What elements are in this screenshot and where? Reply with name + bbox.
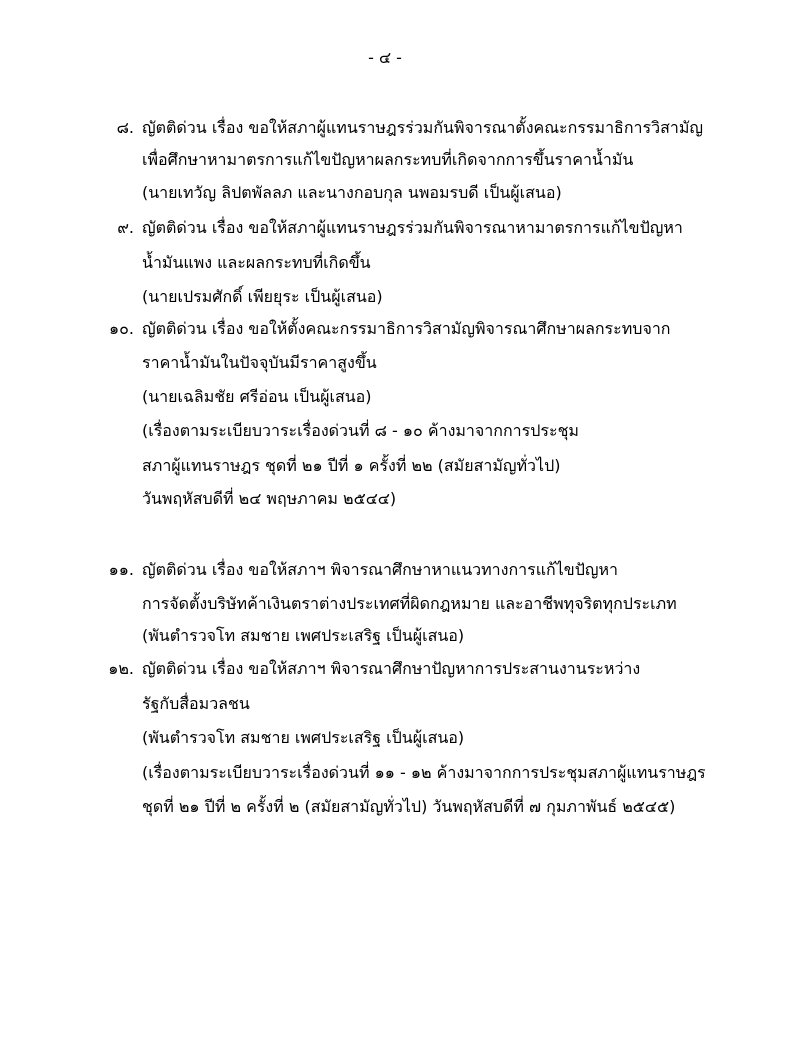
item-note: ชุดที่ ๒๑ ปีที่ ๒ ครั้งที่ ๒ (สมัยสามัญทั่วไป) วันพฤหัสบดีที่ ๗ กุมภาพันธ์ ๒๕๔๕)	[142, 797, 676, 816]
item-number: ๑๐.	[108, 319, 134, 338]
item-line: ญัตติด่วน เรื่อง ขอให้สภาผู้แทนราษฎรร่วมกันพิจารณาตั้งคณะกรรมาธิการวิสามัญ	[142, 118, 703, 137]
item-line: ญัตติด่วน เรื่อง ขอให้ตั้งคณะกรรมาธิการวิสามัญพิจารณาศึกษาผลกระทบจาก	[142, 319, 671, 338]
item-number: ๙.	[117, 218, 134, 237]
page-number: - ๔ -	[368, 48, 402, 67]
item-note: (เรื่องตามระเบียบวาระเรื่องด่วนที่ ๑๑ - ๑๒ ค้างมาจากการประชุมสภาผู้แทนราษฎร	[142, 763, 706, 782]
item-proposer: (พันตำรวจโท สมชาย เพศประเสริฐ เป็นผู้เสนอ)	[142, 728, 465, 747]
item-line: น้ำมันแพง และผลกระทบที่เกิดขึ้น	[142, 253, 371, 272]
item-note: สภาผู้แทนราษฎร ชุดที่ ๒๑ ปีที่ ๑ ครั้งที่ ๒๒ (สมัยสามัญทั่วไป)	[142, 456, 561, 475]
item-line: การจัดตั้งบริษัทค้าเงินตราต่างประเทศที่ผิดกฎหมาย และอาชีพทุจริตทุกประเภท	[142, 594, 677, 613]
item-proposer: (นายเทวัญ ลิปตพัลลภ และนางกอบกุล นพอมรบดี เป็นผู้เสนอ)	[142, 183, 562, 202]
item-proposer: (นายเฉลิมชัย ศรีอ่อน เป็นผู้เสนอ)	[142, 387, 372, 406]
item-number: ๑๒.	[108, 659, 134, 678]
item-line: รัฐกับสื่อมวลชน	[142, 694, 250, 713]
item-proposer: (พันตำรวจโท สมชาย เพศประเสริฐ เป็นผู้เสนอ)	[142, 626, 465, 645]
item-line: ญัตติด่วน เรื่อง ขอให้สภาผู้แทนราษฎรร่วมกันพิจารณาหามาตรการแก้ไขปัญหา	[142, 218, 683, 237]
item-line: เพื่อศึกษาหามาตรการแก้ไขปัญหาผลกระทบที่เกิดจากการขึ้นราคาน้ำมัน	[142, 150, 634, 169]
item-number: ๑๑.	[108, 560, 134, 579]
item-note: วันพฤหัสบดีที่ ๒๔ พฤษภาคม ๒๕๔๔)	[142, 489, 397, 508]
item-line: ญัตติด่วน เรื่อง ขอให้สภาฯ พิจารณาศึกษาหาแนวทางการแก้ไขปัญหา	[142, 560, 619, 579]
item-proposer: (นายเปรมศักดิ์ เพียยุระ เป็นผู้เสนอ)	[142, 287, 383, 306]
item-number: ๘.	[116, 118, 134, 137]
item-line: ญัตติด่วน เรื่อง ขอให้สภาฯ พิจารณาศึกษาปัญหาการประสานงานระหว่าง	[142, 659, 641, 678]
item-line: ราคาน้ำมันในปัจจุบันมีราคาสูงขึ้น	[142, 353, 377, 372]
item-note: (เรื่องตามระเบียบวาระเรื่องด่วนที่ ๘ - ๑๐ ค้างมาจากการประชุม	[142, 421, 579, 440]
